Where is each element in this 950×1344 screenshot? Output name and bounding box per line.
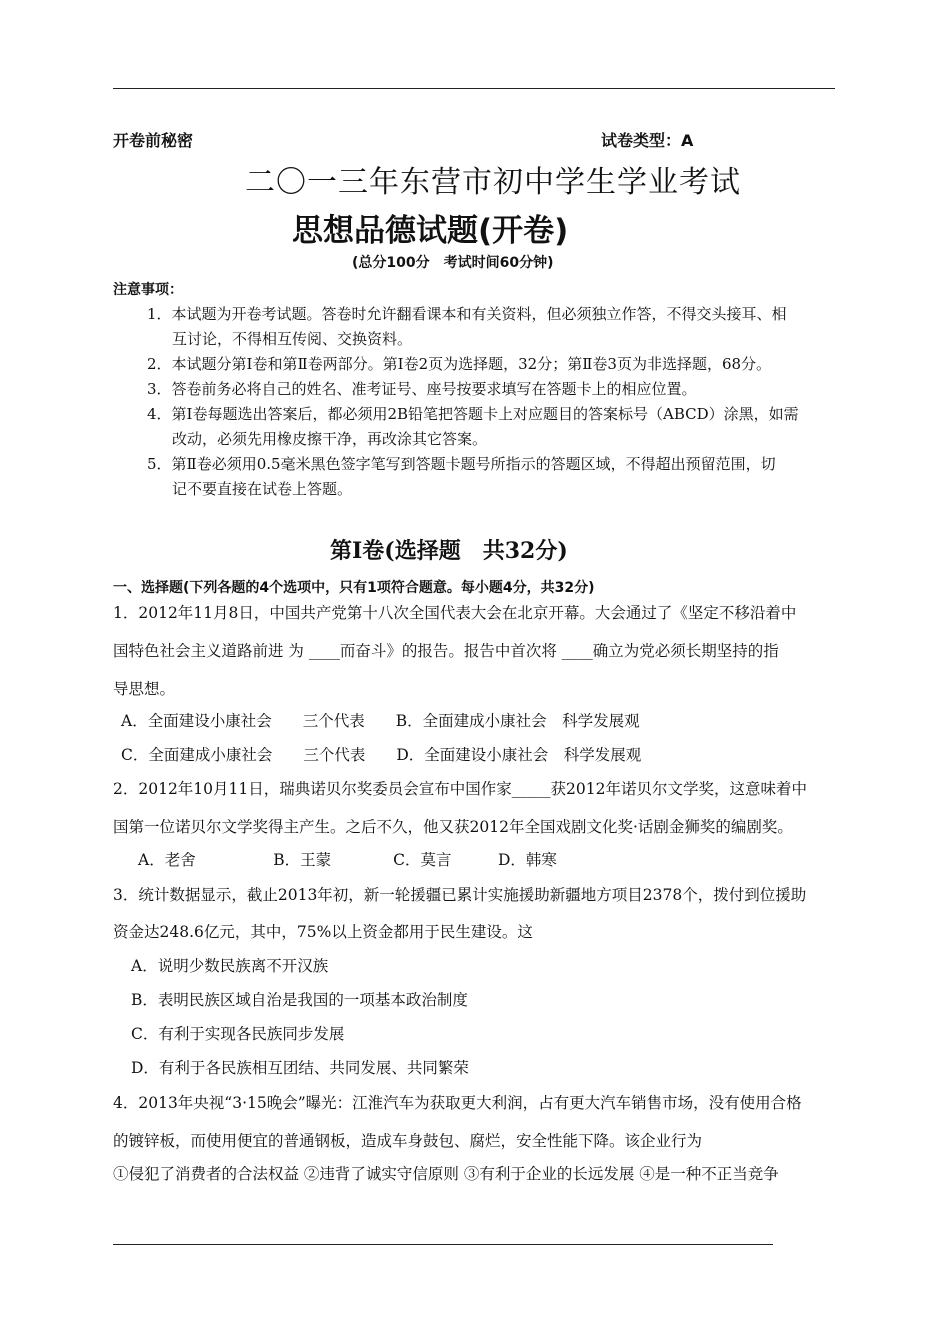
question-4-line: 的镀锌板，而使用便宜的普通钢板，造成车身鼓包、腐烂，安全性能下降。该企业行为: [113, 1132, 703, 1150]
note-line: 互讨论，不得相互传阅、交换资料。: [172, 330, 413, 348]
note-line: 5．第Ⅱ卷必须用0.5毫米黑色签字笔写到答题卡题号所指示的答题区域，不得超出预留范围，切: [147, 455, 776, 473]
score-time-note: (总分100分 考试时间60分钟): [352, 255, 554, 271]
question-2-line: 国第一位诺贝尔文学奖得主产生。之后不久，他又获2012年全国戏剧文化奖·话剧金狮奖的编剧奖。: [113, 818, 793, 836]
question-2-option: A．老舍 B．王蒙 C．莫言 D．韩寒: [138, 851, 557, 869]
notes-heading: 注意事项：: [113, 282, 183, 298]
question-3-option: D．有利于各民族相互团结、共同发展、共同繁荣: [131, 1059, 469, 1077]
note-line: 3．答卷前务必将自己的姓名、准考证号、座号按要求填写在答题卡上的相应位置。: [147, 380, 697, 398]
question-1-option: C．全面建成小康社会 三个代表 D．全面建设小康社会 科学发展观: [121, 746, 642, 764]
note-line: 1．本试题为开卷考试题。答卷时允许翻看课本和有关资料，但必须独立作答，不得交头接耳、相: [147, 305, 787, 323]
exam-title: 二〇一三年东营市初中学生学业考试: [245, 165, 741, 200]
question-3-option: C．有利于实现各民族同步发展: [131, 1025, 345, 1043]
note-line: 4．第Ⅰ卷每题选出答案后，都必须用2B铅笔把答题卡上对应题目的答案标号（ABCD）涂黑，如需: [147, 405, 799, 423]
question-4-line: 4．2013年央视“3·15晚会”曝光：江淮汽车为获取更大利润，占有更大汽车销售市场，没有使用合格: [113, 1094, 802, 1112]
question-1-line: 导思想。: [113, 680, 176, 698]
question-1-line: 国特色社会主义道路前进 为 ____而奋斗》的报告。报告中首次将 ____确立为党必须长期坚持的指: [113, 642, 779, 660]
paper-type-label: 试卷类型：A: [601, 131, 694, 150]
question-3-option: B．表明民族区域自治是我国的一项基本政治制度: [131, 991, 468, 1009]
note-line: 改动，必须先用橡皮擦干净，再改涂其它答案。: [172, 430, 488, 448]
note-line: 记不要直接在试卷上答题。: [172, 480, 353, 498]
question-1-line: 1．2012年11月8日，中国共产党第十八次全国代表大会在北京开幕。大会通过了《坚定不移沿着中: [113, 604, 797, 622]
bottom-rule: [113, 1244, 773, 1245]
question-1-option: A．全面建设小康社会 三个代表 B．全面建成小康社会 科学发展观: [121, 712, 640, 730]
top-rule: [113, 88, 835, 89]
section-title: 第Ⅰ卷(选择题 共32分): [330, 538, 568, 564]
question-3-line: 资金达248.6亿元，其中，75%以上资金都用于民生建设。这: [113, 923, 533, 941]
secret-label: 开卷前秘密: [113, 131, 194, 150]
question-2-line: 2．2012年10月11日，瑞典诺贝尔奖委员会宣布中国作家_____获2012年诺贝尔文学奖，这意味着中: [113, 780, 807, 798]
question-4-line: ①侵犯了消费者的合法权益 ②违背了诚实守信原则 ③有利于企业的长远发展 ④是一种不正当竞争: [113, 1165, 779, 1183]
section-instruction: 一、选择题(下列各题的4个选项中，只有1项符合题意。每小题4分，共32分): [113, 580, 595, 596]
subject-title: 思想品德试题(开卷): [292, 213, 569, 249]
note-line: 2．本试题分第Ⅰ卷和第Ⅱ卷两部分。第Ⅰ卷2页为选择题，32分；第Ⅱ卷3页为非选择题，68分。: [147, 355, 772, 373]
question-3-line: 3．统计数据显示，截止2013年初，新一轮援疆已累计实施援助新疆地方项目2378个，拨付到位援助: [113, 886, 807, 904]
question-3-option: A．说明少数民族离不开汉族: [131, 957, 329, 975]
